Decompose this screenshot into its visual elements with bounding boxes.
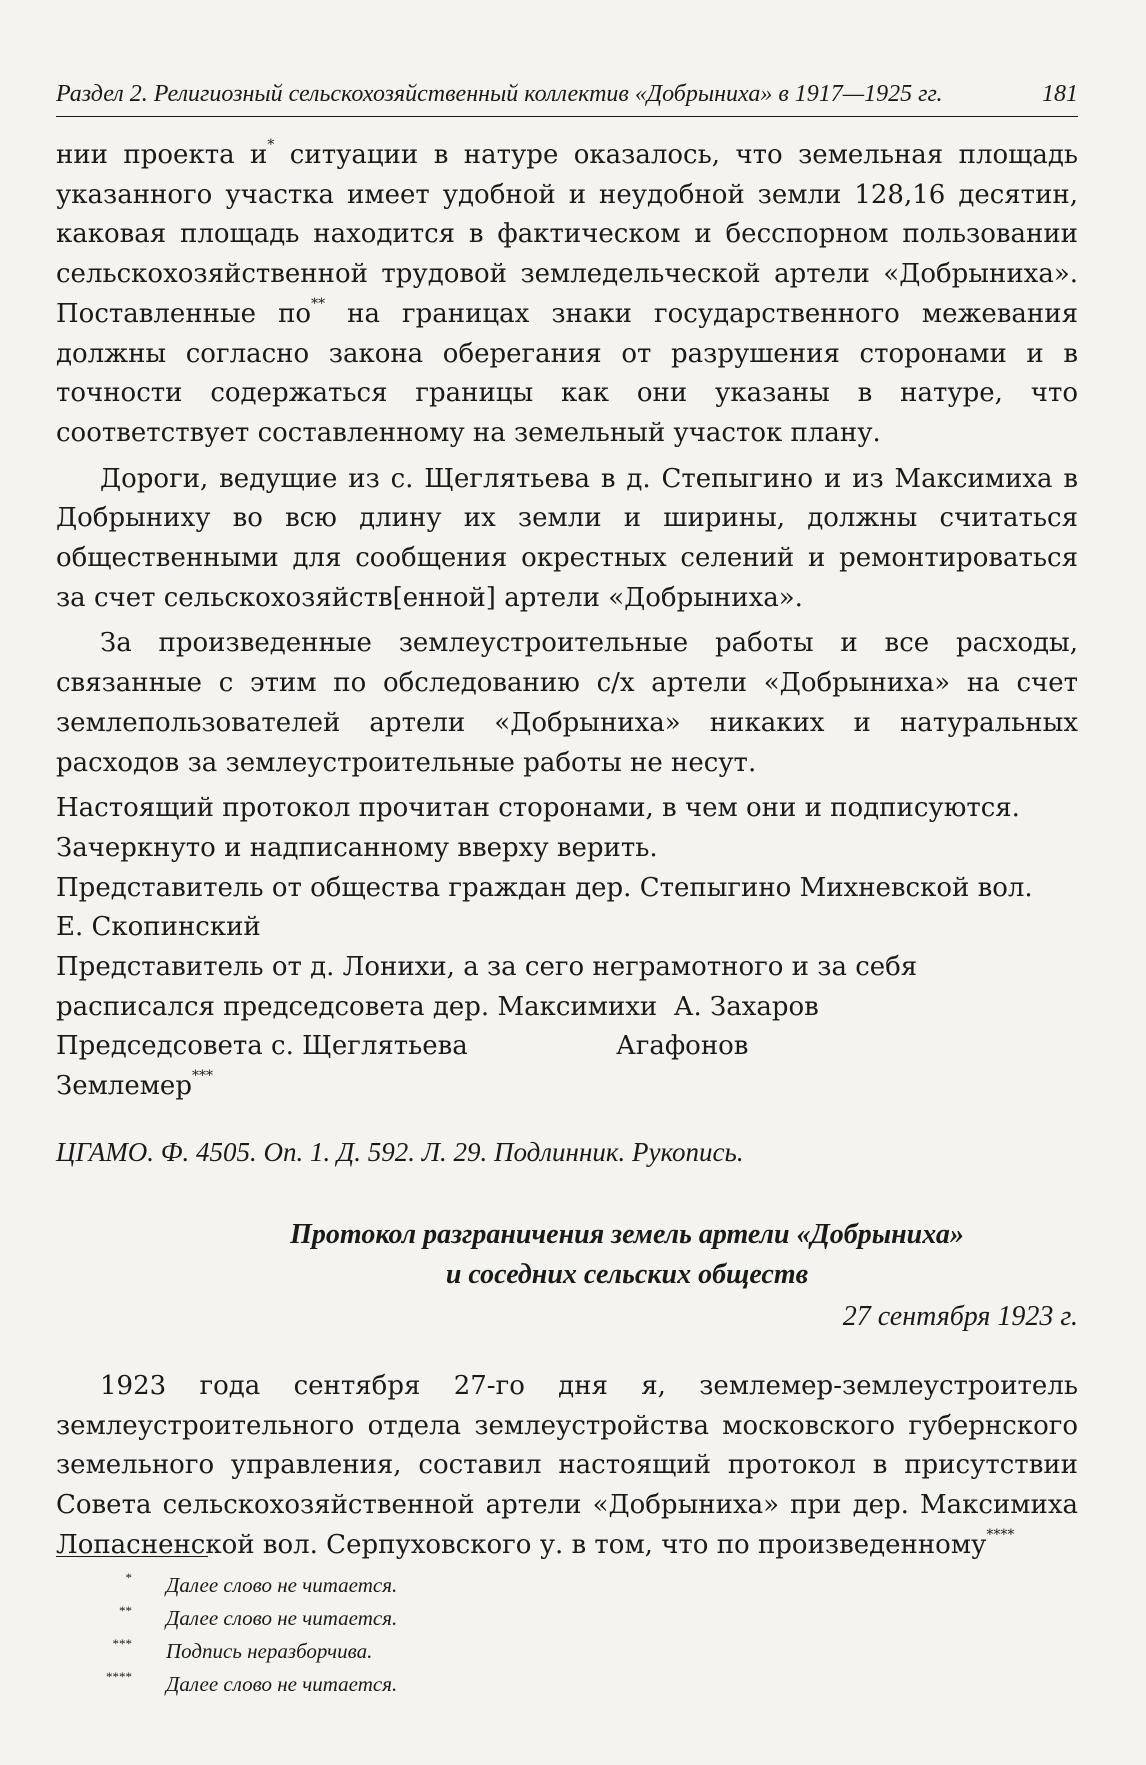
surveyor-label: Землемер [56, 1071, 192, 1102]
document-date: 27 сентября 1923 г. [842, 1300, 1078, 1332]
signature-representative-3: Председсовета с. Щеглятьева [56, 1031, 468, 1062]
paragraph-3: За произведенные землеустроительные работы и все расходы, связанные с этим по обследованию с/х артели «Добрыниха» на счет землепользователей артели «Добрыниха» никаких и натуральных расходов за землеустроительные работы не несут. [56, 628, 1078, 778]
signature-name-2: А. Захаров [673, 991, 819, 1022]
footnote-4 [56, 1668, 1078, 1701]
footnote-text: Далее слово не читается. [166, 1606, 398, 1630]
paragraph-1 [56, 136, 1078, 454]
signature-representative-2-text: Представитель от д. Лонихи, а за сего неграмотного и за себя расписался председсовета дер. Максимихи [56, 952, 918, 1022]
running-title: Раздел 2. Религиозный сельскохозяйственный коллектив «Добрыниха» в 1917—1925 гг. [56, 81, 943, 107]
signature-name-3: Агафонов [616, 1031, 749, 1062]
main-text [56, 136, 1078, 1571]
footnote-ref-2: ** [311, 295, 326, 312]
signature-representative-2 [56, 948, 1078, 1027]
document-title-line-1: Протокол разграничения земель артели «Добрыниха» [290, 1218, 964, 1250]
footnote-ref-3: *** [191, 1068, 213, 1085]
paragraph-5: Зачеркнуто и надписанному вверху верить. [56, 832, 658, 863]
paragraph-2: Дороги, ведущие из с. Щеглятьева в д. Степыгино и из Максимиха в Добрыниху во всю длину их земли и ширины, должны считаться общественными для сообщения окрестных селений и ремонтироваться за счет сельскохозяйств[енной] артели «Добрыниха». [56, 463, 1078, 613]
footnote-3 [56, 1635, 1078, 1668]
running-header [56, 78, 1078, 117]
footnote-mark: *** [112, 1636, 132, 1651]
document-text-body: 1923 года сентября 27-го дня я, землемер-землеустроитель землеустроительного отдела землеустройства московского губернского земельного управления, составил настоящий протокол в присутствии Совета сельскохозяйственной артели «Добрыниха» при дер. Максимиха Лопасненской вол. Серпуховского у. в том, что по произведенному [56, 1370, 1078, 1560]
paragraph-4: Настоящий протокол прочитан сторонами, в чем они и подписуются. [56, 793, 1020, 824]
surveyor-signature [56, 1067, 1078, 1107]
document-title [56, 1215, 1078, 1295]
footnotes [56, 1556, 1078, 1701]
footnote-mark: ** [119, 1603, 132, 1618]
signature-name-1: Е. Скопинский [56, 912, 261, 943]
footnote-text: Далее слово не читается. [166, 1672, 398, 1696]
footnote-text: Подпись неразборчива. [166, 1639, 373, 1663]
paragraph-1-text-b: ситуации в натуре оказалось, что земельная площадь указанного участка имеет удобной и неудобной земли 128,16 десятин, каковая площадь находится в фактическом и бесспорном пользовании сельскохозяйственной трудовой земледельческой артели «Добрыниха». Поставленные по [56, 140, 1078, 329]
footnote-ref-1: * [267, 137, 275, 153]
page-number: 181 [1042, 81, 1078, 107]
signature-representative-1: Представитель от общества граждан дер. Степыгино Михневской вол. [56, 872, 1033, 903]
footnote-divider [56, 1556, 208, 1557]
document-text [56, 1367, 1078, 1566]
footnote-mark: * [125, 1570, 132, 1585]
footnote-2 [56, 1602, 1078, 1635]
archival-source: ЦГАМО. Ф. 4505. Оп. 1. Д. 592. Л. 29. Подлинник. Рукопись. [56, 1136, 744, 1167]
paragraph-1-text-a: нии проекта и [56, 140, 268, 170]
footnote-1 [56, 1569, 1078, 1602]
footnote-text: Далее слово не читается. [166, 1573, 398, 1597]
footnote-ref-4: **** [986, 1526, 1015, 1543]
document-title-line-2: и соседних сельских обществ [445, 1258, 809, 1290]
footnote-mark: **** [106, 1669, 132, 1684]
paragraph-1-text-c: на границах знаки государственного межевания должны согласно закона оберегания от разрушения сторонами и в точности содержаться границы как они указаны в натуре, что соответствует составленному на земельный участок плану. [56, 298, 1078, 448]
signature-row-3 [56, 1027, 1078, 1067]
